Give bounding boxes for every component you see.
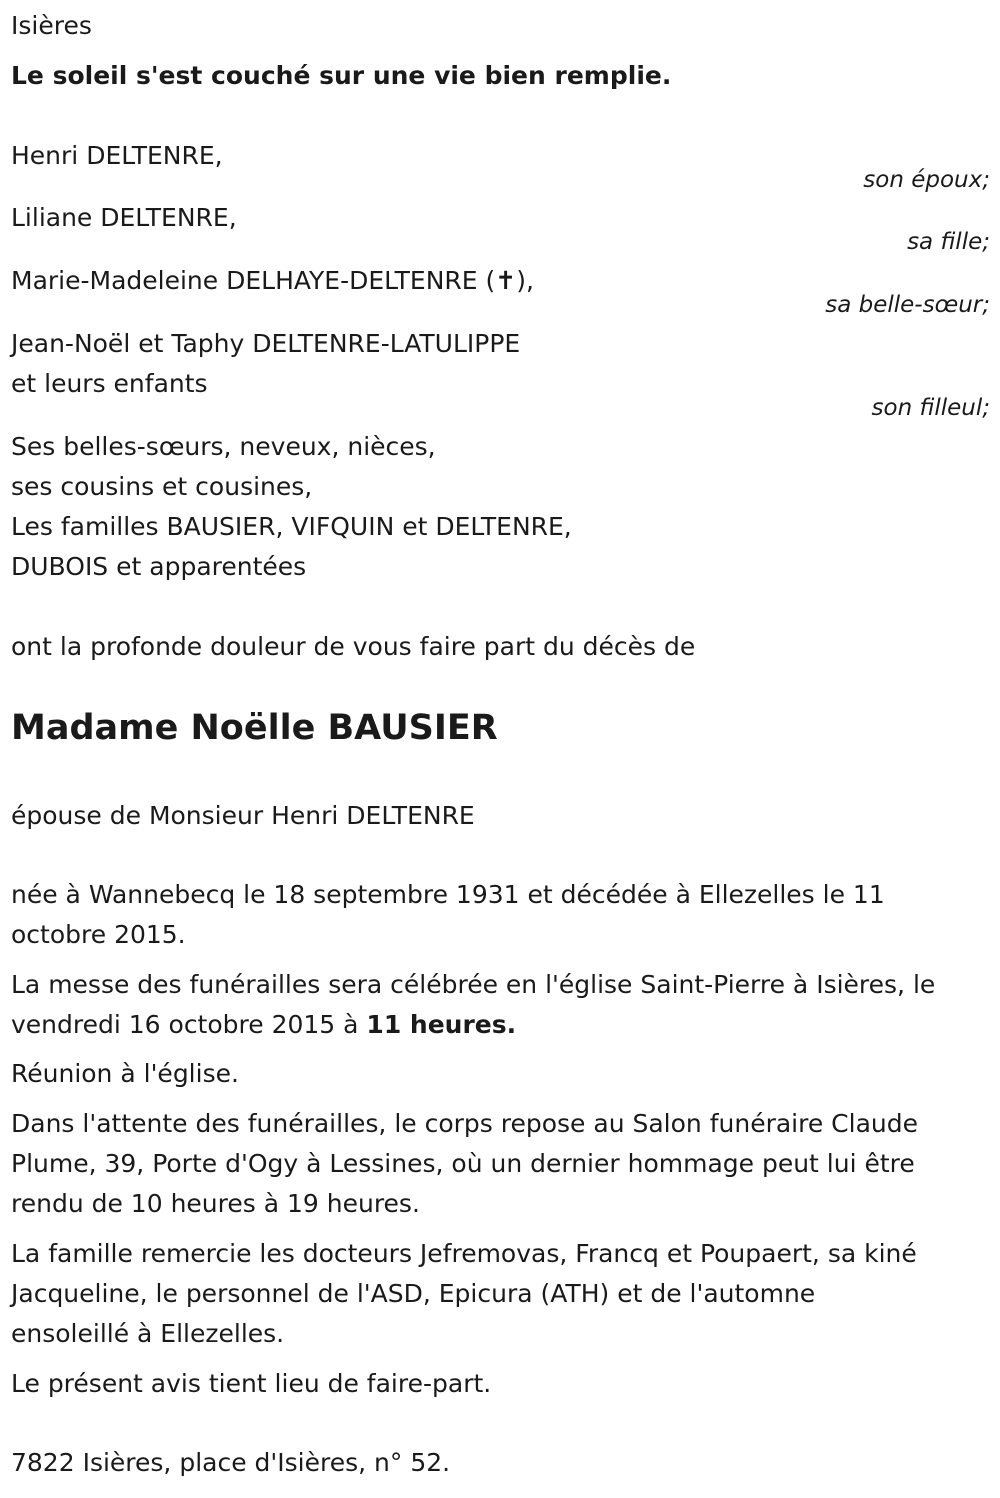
family-member-name: Marie-Madeleine DELHAYE-DELTENRE (✝),: [11, 266, 534, 295]
family-member-relation: sa belle-sœur;: [825, 292, 990, 318]
thanks-line: La famille remercie les docteurs Jefremovas, Francq et Poupaert, sa kiné: [11, 1239, 917, 1268]
notice-line: Le présent avis tient lieu de faire-part.: [11, 1369, 492, 1398]
viewing-line: rendu de 10 heures à 19 heures.: [11, 1189, 420, 1218]
other-relatives-line: Les familles BAUSIER, VIFQUIN et DELTENRE,: [11, 512, 572, 541]
thanks-line: Jacqueline, le personnel de l'ASD, Epicura (ATH) et de l'automne: [11, 1279, 816, 1308]
birth-death-line: née à Wannebecq le 18 septembre 1931 et décédée à Ellezelles le 11: [11, 880, 885, 909]
mass-time: 11 heures.: [366, 1010, 517, 1039]
viewing-line: Plume, 39, Porte d'Ogy à Lessines, où un dernier hommage peut lui être: [11, 1149, 915, 1178]
motto: Le soleil s'est couché sur une vie bien remplie.: [11, 61, 672, 90]
viewing-line: Dans l'attente des funérailles, le corps repose au Salon funéraire Claude: [11, 1109, 918, 1138]
address-line: 7822 Isières, place d'Isières, n° 52.: [11, 1448, 451, 1477]
spouse-line: épouse de Monsieur Henri DELTENRE: [11, 801, 475, 830]
other-relatives-line: Ses belles-sœurs, neveux, nièces,: [11, 432, 436, 461]
family-member-name: et leurs enfants: [11, 369, 208, 398]
family-member-name: Liliane DELTENRE,: [11, 203, 237, 232]
birth-death-line: octobre 2015.: [11, 920, 186, 949]
meeting-line: Réunion à l'église.: [11, 1059, 239, 1088]
thanks-line: ensoleillé à Ellezelles.: [11, 1319, 285, 1348]
family-member-relation: sa fille;: [907, 229, 990, 255]
family-member-relation: son époux;: [863, 167, 990, 193]
mass-date: vendredi 16 octobre 2015 à: [11, 1010, 367, 1039]
family-member-name: Henri DELTENRE,: [11, 141, 223, 170]
mass-line: La messe des funérailles sera célébrée en l'église Saint-Pierre à Isières, le: [11, 970, 936, 999]
announcement: ont la profonde douleur de vous faire part du décès de: [11, 632, 696, 661]
family-member-relation: son filleul;: [871, 395, 990, 421]
deceased-name: Madame Noëlle BAUSIER: [11, 708, 498, 748]
mass-line: [11, 1005, 516, 1045]
location-heading: Isières: [11, 11, 92, 40]
other-relatives-line: ses cousins et cousines,: [11, 472, 313, 501]
other-relatives-line: DUBOIS et apparentées: [11, 552, 307, 581]
family-member-name: Jean-Noël et Taphy DELTENRE-LATULIPPE: [11, 329, 521, 358]
